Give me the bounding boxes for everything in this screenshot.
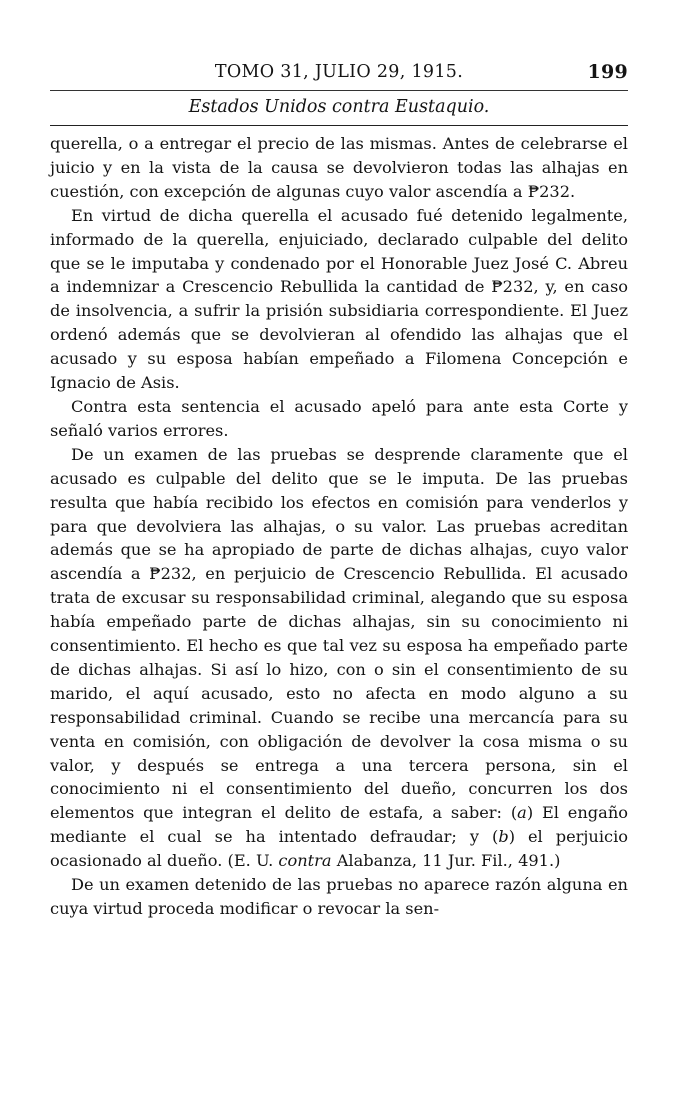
paragraph-4-text-mid2: ) el perjuicio ocasionado al dueño. (E. U.	[50, 827, 629, 871]
paragraph-4-text-before: De un examen de las pruebas se desprende claramente que el acusado es culpable del delito que se le imputa. De las pruebas resulta que había recibido los efectos en comisión para venderlos y para que devolviera las alhajas, o su valor. Las pruebas acreditan además que se ha apropiado de parte de dichas alhajas, cuyo valor ascendía a ₱232, en perjuicio de Crescencio Rebullida. El acusado trata de excusar su responsabilidad criminal, alegando que su esposa había empeñado parte de dichas alhajas, sin su conocimiento ni consentimiento. El hecho es que tal vez su esposa ha empeñado parte de dichas alhajas. Si así lo hizo, con o sin el consentimiento de su marido, el aquí acusado, esto no afecta en modo alguno a su responsabilidad criminal. Cuando se recibe una mercancía para su venta en comisión, con obligación de devolver la cosa misma o su valor, y después se entrega a una tercera persona, sin el conocimiento ni el consentimiento del dueño, concurren los dos elementos que integran el delito de estafa, a saber: (	[50, 444, 628, 823]
paragraph-4-text-after: Alabanza, 11 Jur. Fil., 491.)	[331, 851, 561, 871]
paragraph-4-item-a: a	[517, 803, 527, 823]
paragraph-2: En virtud de dicha querella el acusado fué detenido legalmente, informado de la querella, enjuiciado, declarado culpable del delito que se le imputaba y condenado por el Honorable Juez José C. Abreu a indemnizar a Crescencio Rebullida la cantidad de ₱232, y, en caso de insolvencia, a sufrir la prisión subsidiaria correspondiente. El Juez ordenó además que se devolvieran al ofendido las alhajas que el acusado y su esposa habían empeñado a Filomena Concepción e Ignacio de Asis.	[50, 205, 628, 393]
paragraph-3: Contra esta sentencia el acusado apeló para ante esta Corte y señaló varios errores.	[50, 396, 628, 440]
document-page	[50, 58, 628, 921]
running-title: TOMO 31, JULIO 29, 1915.	[214, 62, 464, 82]
paragraph-4-citation-contra: contra	[278, 851, 332, 871]
paragraph-4-item-b: b	[498, 827, 509, 847]
case-title: Estados Unidos contra Eustaquio.	[188, 97, 490, 117]
body-text	[50, 132, 628, 921]
paragraph-5: De un examen detenido de las pruebas no aparece razón alguna en cuya virtud proceda modificar o revocar la sen-	[50, 875, 628, 918]
running-head	[50, 58, 628, 88]
paragraph-4-text-mid1: ) El engaño mediante el cual se ha intentado defraudar; y (	[50, 803, 628, 847]
page-number: 199	[587, 61, 628, 83]
paragraph-1: querella, o a entregar el precio de las mismas. Antes de celebrarse el juicio y en la vista de la causa se devolvieron todas las alhajas en cuestión, con excepción de algunas cuyo valor ascendía a ₱232.	[50, 134, 628, 201]
case-title-rule	[50, 125, 628, 126]
paragraph-4	[50, 443, 628, 873]
